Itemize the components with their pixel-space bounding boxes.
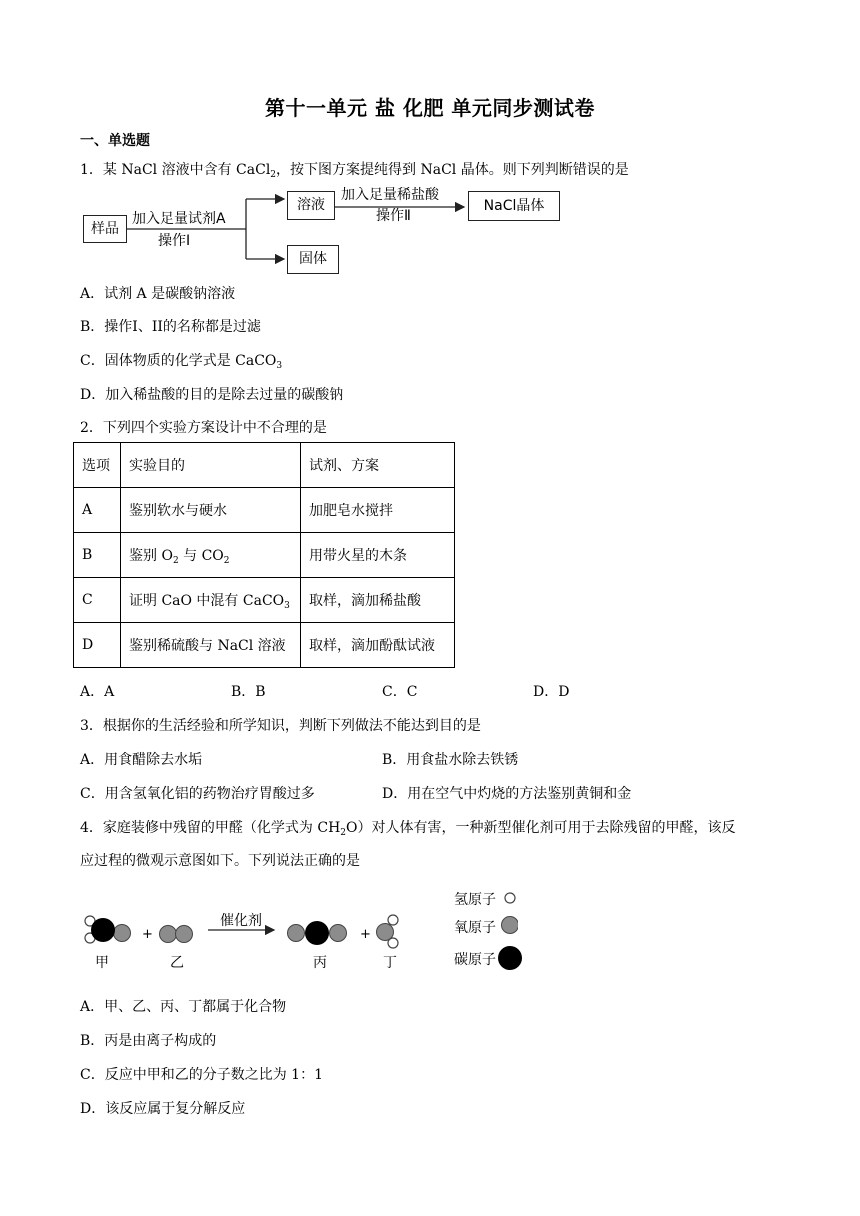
q1-option-c: C．固体物质的化学式是 CaCO$_3$: [80, 353, 283, 371]
legend-carbon-label: 碳原子: [454, 952, 496, 968]
table-row: [74, 578, 455, 623]
oxygen-legend-symbol: [502, 917, 519, 934]
solution-box: 溶液: [287, 191, 335, 220]
q3-option-c: C．用含氢氧化铝的药物治疗胃酸过多: [80, 786, 315, 802]
table-cell-purpose: 证明 CaO 中混有 CaCO$_3$: [121, 578, 301, 623]
label-bing: 丙: [313, 955, 327, 971]
nacl-crystal-box: NaCl晶体: [468, 191, 560, 221]
table-header-cell: 实验目的: [121, 443, 301, 488]
table-cell-option: C: [74, 578, 121, 623]
q4-option-d: D．该反应属于复分解反应: [80, 1101, 246, 1117]
q4-option-b: B．丙是由离子构成的: [80, 1033, 217, 1049]
label-jia: 甲: [95, 955, 109, 971]
q3-option-b: B．用食盐水除去铁锈: [382, 752, 519, 768]
table-cell-method: 用带火星的木条: [301, 533, 455, 578]
q4-option-a: A．甲、乙、丙、丁都属于化合物: [80, 999, 287, 1015]
label-yi: 乙: [170, 955, 184, 971]
question-4-stem-line2: 应过程的微观示意图如下。下列说法正确的是: [80, 853, 360, 869]
table-header-row: [74, 443, 455, 488]
q1-option-b: B．操作I、II的名称都是过滤: [80, 319, 261, 335]
step1-operation-label: 操作Ⅰ: [158, 233, 191, 249]
hydrogen-legend-symbol: [505, 893, 515, 903]
table-cell-purpose: 鉴别软水与硬水: [121, 488, 301, 533]
table-row: [74, 533, 455, 578]
table-row: [74, 623, 455, 668]
q2-answer-d: D．D: [533, 684, 570, 700]
table-cell-option: B: [74, 533, 121, 578]
legend-oxygen-label: 氧原子: [454, 920, 496, 936]
page-title: 第十一单元 盐 化肥 单元同步测试卷: [265, 96, 595, 120]
step2-reagent-label: 加入足量稀盐酸: [341, 187, 439, 203]
carbon-legend-symbol: [498, 946, 522, 970]
q1-option-a: A．试剂 A 是碳酸钠溶液: [80, 286, 236, 302]
table-cell-purpose: 鉴别稀硫酸与 NaCl 溶液: [121, 623, 301, 668]
formaldehyde-molecule: [85, 916, 131, 943]
molecule-graphics: [78, 885, 518, 955]
oxygen-molecule: [160, 926, 193, 943]
table-cell-option: A: [74, 488, 121, 533]
q1-option-d: D．加入稀盐酸的目的是除去过量的碳酸钠: [80, 387, 344, 403]
table-cell-method: 取样，滴加稀盐酸: [301, 578, 455, 623]
water-molecule: [377, 915, 399, 948]
q3-option-a: A．用食醋除去水垢: [80, 752, 203, 768]
question-1-stem: 1．某 NaCl 溶液中含有 CaCl$_2$，按下图方案提纯得到 NaCl 晶体。则下列判断错误的是: [80, 162, 629, 180]
table-cell-method: 取样，滴加酚酞试液: [301, 623, 455, 668]
section-heading: 一、单选题: [80, 133, 150, 149]
q2-answer-b: B．B: [231, 684, 266, 700]
table-cell-purpose: 鉴别 $O_2$ 与 $CO_2$: [121, 533, 301, 578]
step2-operation-label: 操作Ⅱ: [376, 208, 411, 224]
carbon-legend-graphic: [495, 938, 545, 978]
label-ding: 丁: [383, 955, 397, 971]
table-cell-option: D: [74, 623, 121, 668]
sample-box: 样品: [83, 215, 127, 243]
question-2-stem: 2．下列四个实验方案设计中不合理的是: [80, 420, 327, 436]
svg-text:+: +: [142, 927, 153, 942]
q3-option-d: D．用在空气中灼烧的方法鉴别黄铜和金: [382, 786, 632, 802]
table-header-cell: 选项: [74, 443, 121, 488]
q2-answer-c: C．C: [382, 684, 418, 700]
q2-answer-a: A．A: [80, 684, 115, 700]
catalyst-label: 催化剂: [220, 913, 262, 929]
carbon-dioxide-molecule: [288, 921, 347, 945]
step1-reagent-label: 加入足量试剂A: [132, 211, 226, 227]
legend-hydrogen-label: 氢原子: [454, 892, 496, 908]
question-4-stem-line1: 4．家庭装修中残留的甲醛（化学式为 $CH_2O$）对人体有害，一种新型催化剂可用于去除残留的甲醛，该反: [80, 820, 736, 838]
q4-option-c: C．反应中甲和乙的分子数之比为 1：1: [80, 1067, 323, 1083]
svg-text:+: +: [360, 927, 371, 942]
table-header-cell: 试剂、方案: [301, 443, 455, 488]
solid-box: 固体: [287, 245, 339, 274]
question-3-stem: 3．根据你的生活经验和所学知识，判断下列做法不能达到目的是: [80, 718, 481, 734]
q2-experiment-table: [73, 442, 455, 668]
table-row: [74, 488, 455, 533]
table-cell-method: 加肥皂水搅拌: [301, 488, 455, 533]
